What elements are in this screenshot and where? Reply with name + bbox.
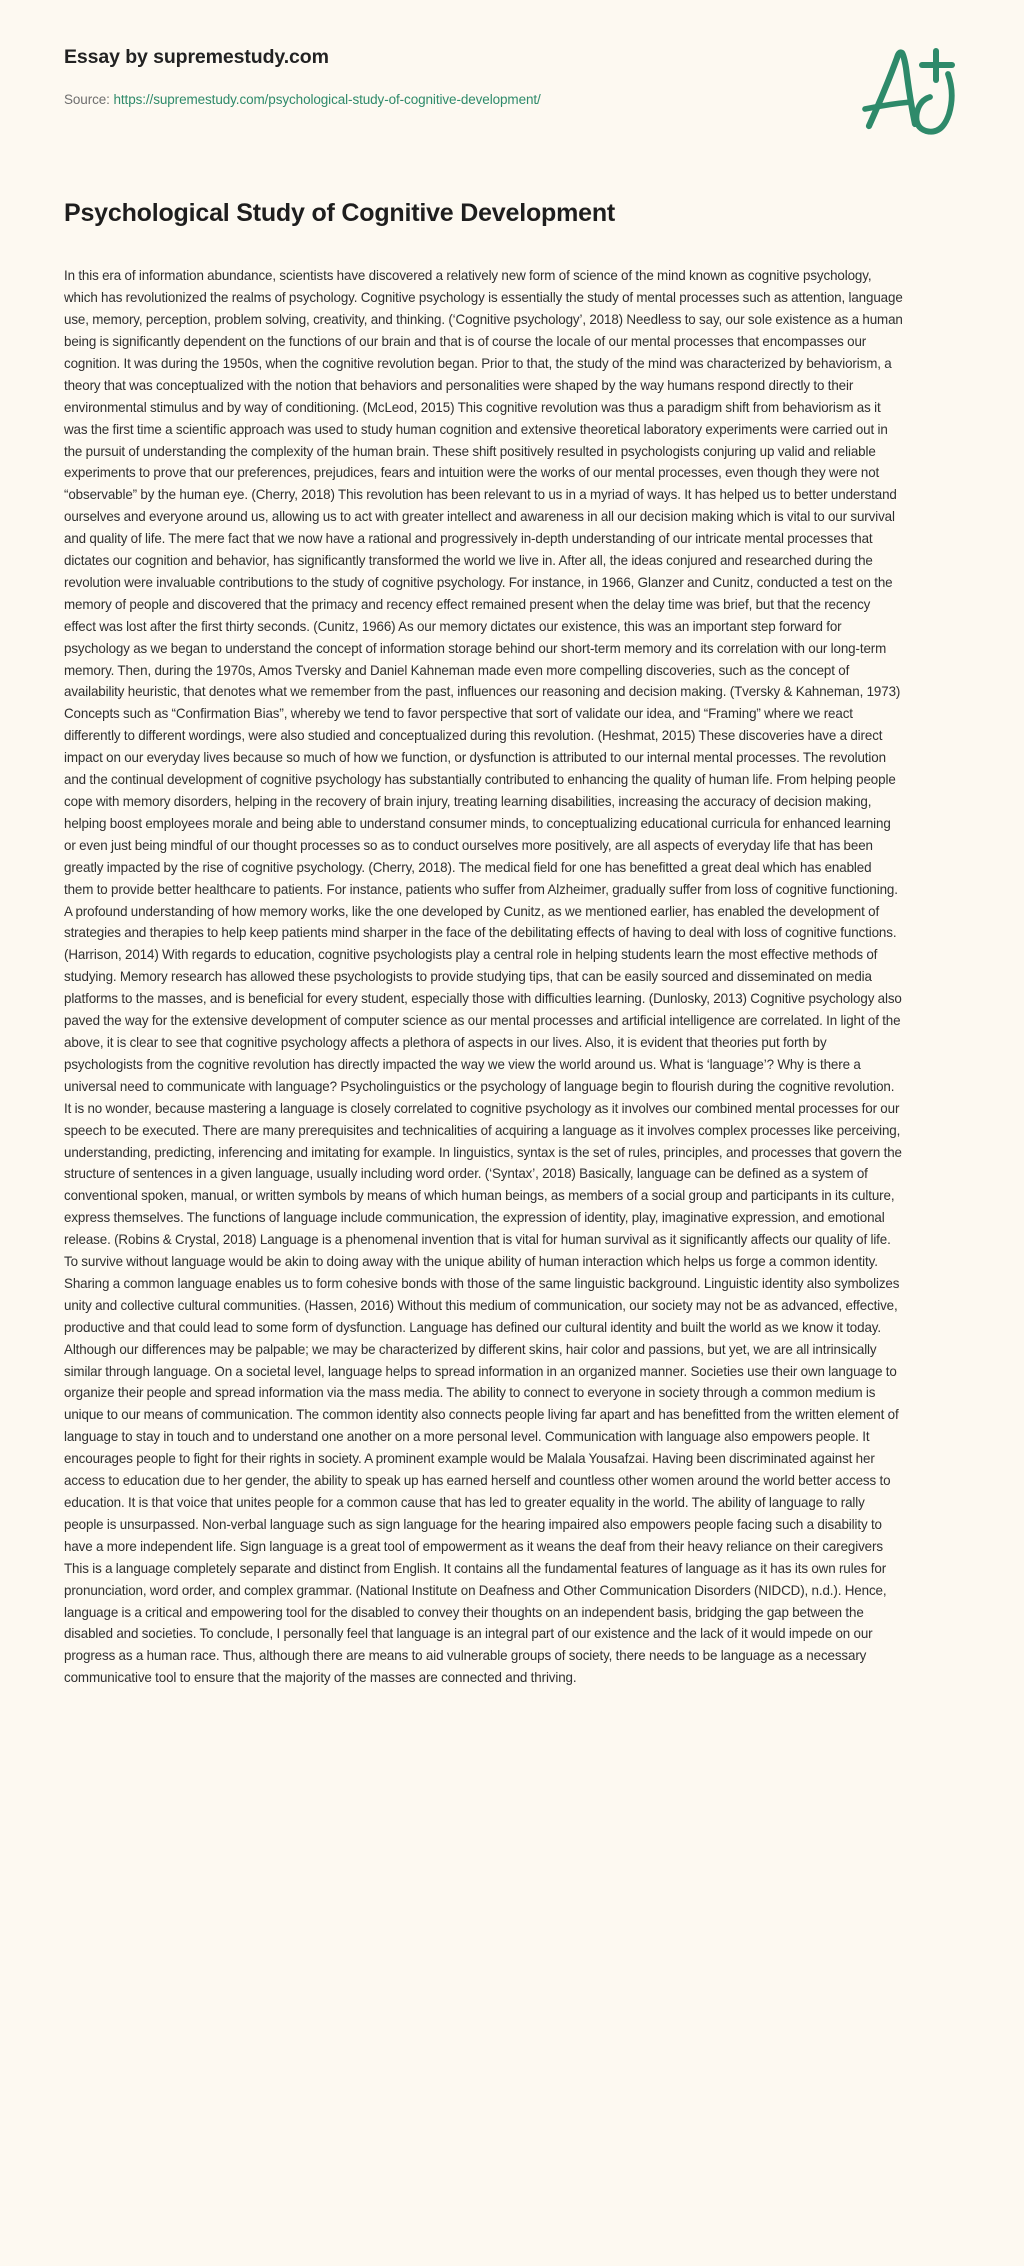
- source-url-link[interactable]: https://supremestudy.com/psychological-study-of-cognitive-development/: [113, 92, 541, 108]
- page-title: Psychological Study of Cognitive Development: [64, 199, 616, 227]
- article-container: [0, 198, 1024, 1689]
- page-header: [0, 0, 1024, 150]
- a-plus-logo-icon: [856, 38, 968, 138]
- essay-body-text: In this era of information abundance, scientists have discovered a relatively new form of science of the mind known as cognitive psychology, which has revolutionized the realms of psychology. Cognitive psychology is essentially the study of mental processes such as attention, language use, memory, perception, problem solving, creativity, and thinking. (‘Cognitive psychology’, 2018) Needless to say, our sole existence as a human being is significantly dependent on the functions of our brain and that is of course the locale of our mental processes that encompasses our cognition. It was during the 1950s, when the cognitive revolution began. Prior to that, the study of the mind was characterized by behaviorism, a theory that was conceptualized with the notion that behaviors and personalities were shaped by the way humans respond directly to their environmental stimulus and by way of conditioning. (McLeod, 2015) This cognitive revolution was thus a paradigm shift from behaviorism as it was the first time a scientific approach was used to study human cognition and extensive theoretical laboratory experiments were carried out in the pursuit of understanding the complexity of the human brain. These shift positively resulted in psychologists conjuring up valid and reliable experiments to prove that our preferences, prejudices, fears and intuition were the works of our mental processes, even though they were not “observable” by the human eye. (Cherry, 2018) This revolution has been relevant to us in a myriad of ways. It has helped us to better understand ourselves and everyone around us, allowing us to act with greater intellect and awareness in all our decision making which is vital to our survival and quality of life. The mere fact that we now have a rational and progressively in-depth understanding of our intricate mental processes that dictates our cognition and behavior, has significantly transformed the world we live in. After all, the ideas conjured and researched during the revolution were invaluable contributions to the study of cognitive psychology. For instance, in 1966, Glanzer and Cunitz, conducted a test on the memory of people and discovered that the primacy and recency effect remained present when the delay time was brief, but that the recency effect was lost after the first thirty seconds. (Cunitz, 1966) As our memory dictates our existence, this was an important step forward for psychology as we began to understand the concept of information storage behind our short-term memory and its correlation with our long-term memory. Then, during the 1970s, Amos Tversky and Daniel Kahneman made even more compelling discoveries, such as the concept of availability heuristic, that denotes what we remember from the past, influences our reasoning and decision making. (Tversky & Kahneman, 1973) Concepts such as “Confirmation Bias”, whereby we tend to favor perspective that sort of validate our idea, and “Framing” where we react differently to different wordings, were also studied and conceptualized during this revolution. (Heshmat, 2015) These discoveries have a direct impact on our everyday lives because so much of how we function, or dysfunction is attributed to our internal mental processes. The revolution and the continual development of cognitive psychology has substantially contributed to enhancing the quality of human life. From helping people cope with memory disorders, helping in the recovery of brain injury, treating learning disabilities, increasing the accuracy of decision making, helping boost employees morale and being able to understand consumer minds, to conceptualizing educational curricula for enhanced learning or even just being mindful of our thought processes so as to conduct ourselves more positively, are all aspects of everyday life that has been greatly impacted by the rise of cognitive psychology. (Cherry, 2018). The medical field for one has benefitted a great deal which has enabled them to provide better healthcare to patients. For instance, patients who suffer from Alzheimer, gradually suffer from loss of cognitive functioning. A profound understanding of how memory works, like the one developed by Cunitz, as we mentioned earlier, has enabled the development of strategies and therapies to help keep patients mind sharper in the face of the debilitating effects of having to deal with loss of cognitive functions. (Harrison, 2014) With regards to education, cognitive psychologists play a central role in helping students learn the most effective methods of studying. Memory research has allowed these psychologists to provide studying tips, that can be easily sourced and disseminated on media platforms to the masses, and is beneficial for every student, especially those with difficulties learning. (Dunlosky, 2013) Cognitive psychology also paved the way for the extensive development of computer science as our mental processes and artificial intelligence are correlated. In light of the above, it is clear to see that cognitive psychology affects a plethora of aspects in our lives. Also, it is evident that theories put forth by psychologists from the cognitive revolution has directly impacted the way we view the world around us. What is ‘language’? Why is there a universal need to communicate with language? Psycholinguistics or the psychology of language begin to flourish during the cognitive revolution. It is no wonder, because mastering a language is closely correlated to cognitive psychology as it involves our combined mental processes for our speech to be executed. There are many prerequisites and technicalities of acquiring a language as it involves complex processes like perceiving, understanding, predicting, inferencing and imitating for example. In linguistics, syntax is the set of rules, principles, and processes that govern the structure of sentences in a given language, usually including word order. (‘Syntax’, 2018) Basically, language can be defined as a system of conventional spoken, manual, or written symbols by means of which human beings, as members of a social group and participants in its culture, express themselves. The functions of language include communication, the expression of identity, play, imaginative expression, and emotional release. (Robins & Crystal, 2018) Language is a phenomenal invention that is vital for human survival as it significantly affects our quality of life. To survive without language would be akin to doing away with the unique ability of human interaction which helps us forge a common identity. Sharing a common language enables us to form cohesive bonds with those of the same linguistic background. Linguistic identity also symbolizes unity and collective cultural communities. (Hassen, 2016) Without this medium of communication, our society may not be as advanced, effective, productive and that could lead to some form of dysfunction. Language has defined our cultural identity and built the world as we know it today. Although our differences may be palpable; we may be characterized by different skins, hair color and passions, but yet, we are all intrinsically similar through language. On a societal level, language helps to spread information in an organized manner. Societies use their own language to organize their people and spread information via the mass media. The ability to connect to everyone in society through a common medium is unique to our means of communication. The common identity also connects people living far apart and has benefitted from the written element of language to stay in touch and to understand one another on a more personal level. Communication with language also empowers people. It encourages people to fight for their rights in society. A prominent example would be Malala Yousafzai. Having been discriminated against her access to education due to her gender, the ability to speak up has earned herself and countless other women around the world better access to education. It is that voice that unites people for a common cause that has led to greater equality in the world. The ability of language to rally people is unsurpassed. Non-verbal language such as sign language for the hearing impaired also empowers people facing such a disability to have a more independent life. Sign language is a great tool of empowerment as it weans the deaf from their heavy reliance on their caregivers This is a language completely separate and distinct from English. It contains all the fundamental features of language as it has its own rules for pronunciation, word order, and complex grammar. (National Institute on Deafness and Other Communication Disorders (NIDCD), n.d.). Hence, language is a critical and empowering tool for the disabled to convey their thoughts on an independent basis, bridging the gap between the disabled and societies. To conclude, I personally feel that language is an integral part of our existence and the lack of it would impede on our progress as a human race. Thus, although there are means to aid vulnerable groups of society, there needs to be language as a necessary communicative tool to ensure that the majority of the masses are connected and thriving.: [64, 268, 903, 1686]
- header-spacer: [0, 150, 1024, 198]
- source-label: Source:: [64, 92, 110, 108]
- brand-title: Essay by supremestudy.com: [64, 46, 329, 68]
- source-line: [64, 92, 960, 108]
